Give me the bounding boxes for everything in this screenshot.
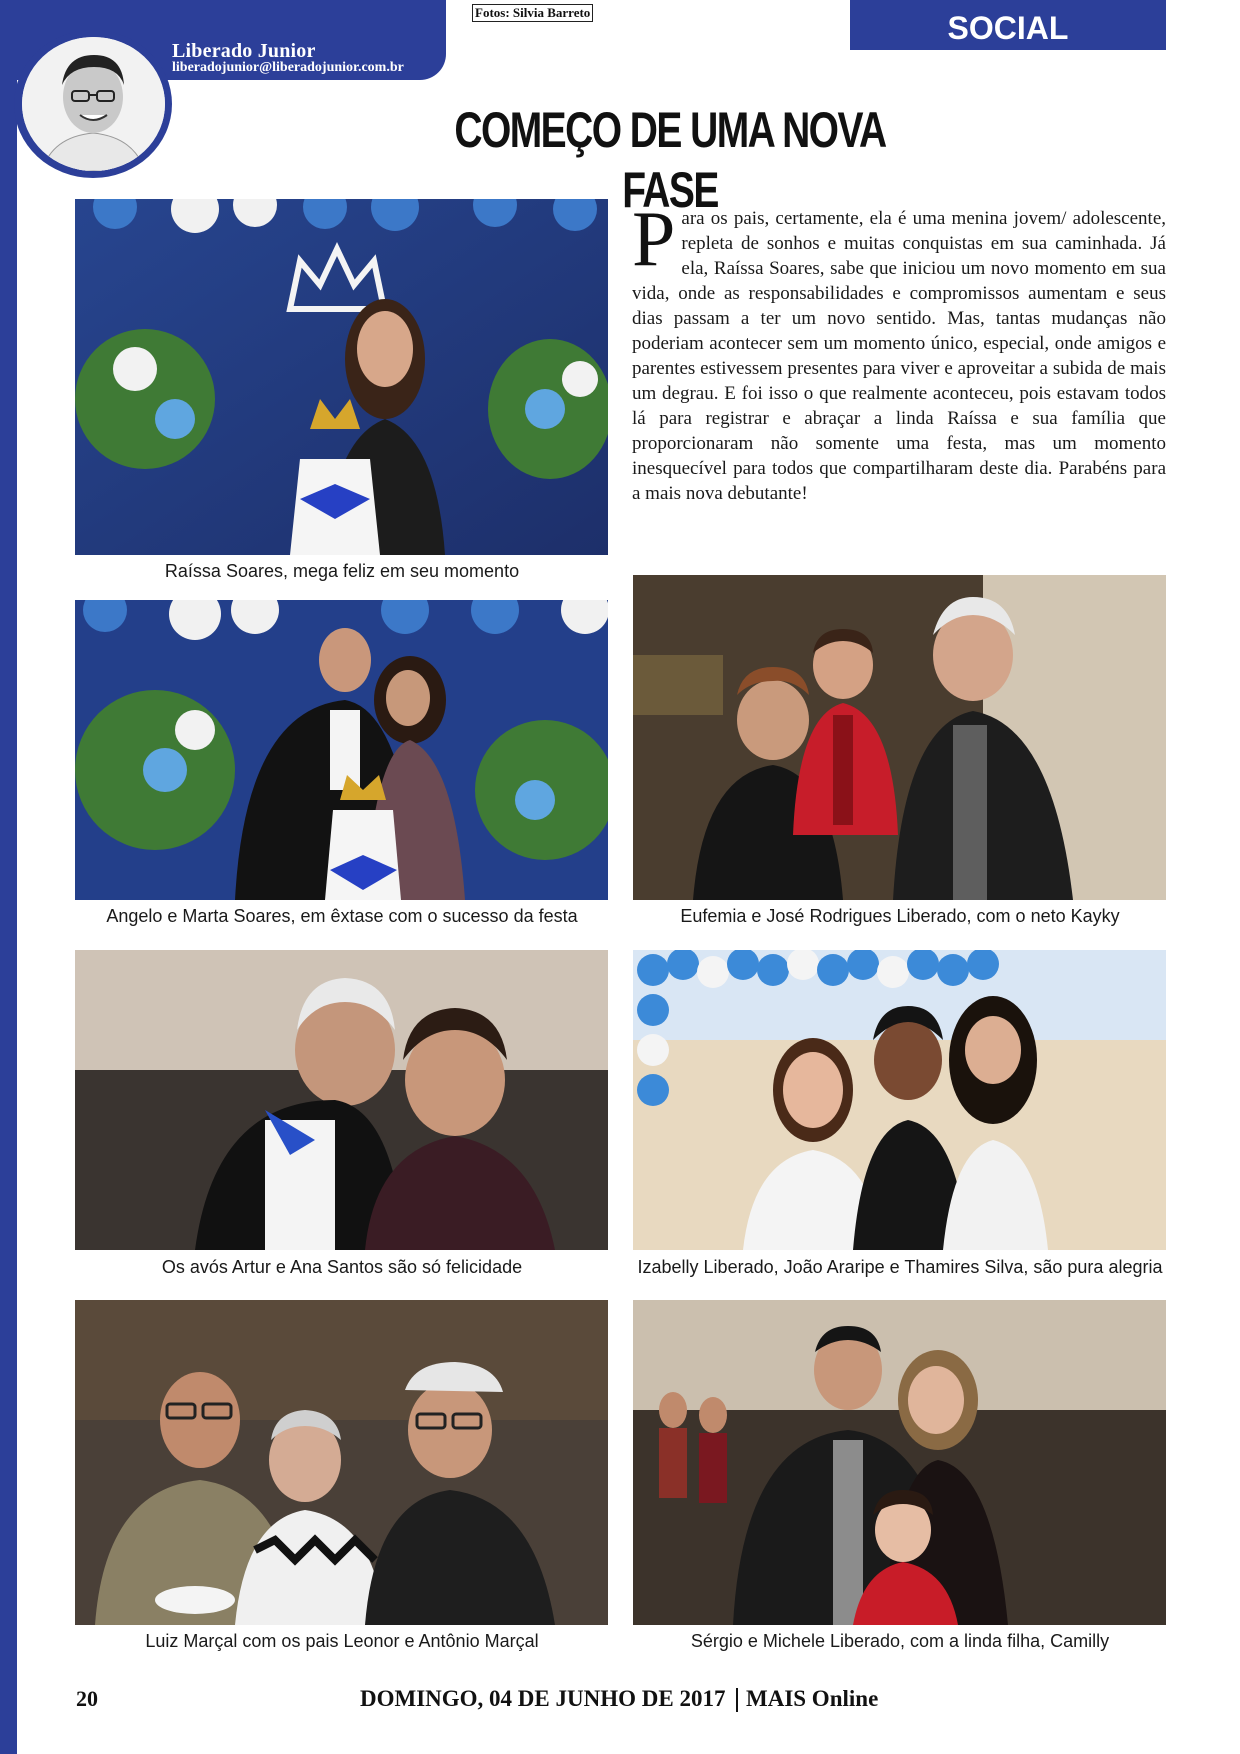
caption-photo-1: Raíssa Soares, mega feliz em seu momento	[164, 561, 520, 581]
photo-grandparents-grandson	[633, 575, 1166, 900]
issue-date: DOMINGO, 04 DE JUNHO DE 2017	[360, 1686, 726, 1711]
author-name: Liberado Junior	[172, 40, 316, 62]
caption-photo-6: Luiz Marçal com os pais Leonor e Antônio Marçal	[145, 1631, 539, 1651]
photo-marcal-family	[75, 1300, 608, 1625]
photo-debutante	[75, 199, 608, 555]
page-number: 20	[76, 1686, 98, 1711]
article-body-text: ara os pais, certamente, ela é uma menina jovem/ adolescente, repleta de sonhos e muitas conquistas em sua caminhada. Já ela, Raíssa Soares, sabe que iniciou um novo momento em sua vida, onde as responsabilidades e compromissos aumentam e seus dias passam a ter um novo sentido. Mas, tantas mudanças não poderiam acontecer sem um momento único, especial, onde amigos e parentes estivessem presentes para viver e aproveitar a subida de mais um degrau. E foi isso o que realmente aconteceu, pois estavam todos lá para registrar e abraçar a linda Raíssa e sua família que proporcionaram não somente uma festa, mas um momento inesquecível para todos que compartilharam deste dia. Parabéns para a mais nova debutante!	[632, 208, 1166, 504]
caption-photo-7: Sérgio e Michele Liberado, com a linda filha, Camilly	[690, 1631, 1110, 1651]
section-tab: SOCIAL	[850, 0, 1166, 50]
publication-name: MAIS Online	[746, 1686, 879, 1711]
footer-separator	[736, 1688, 738, 1712]
photo-three-friends	[633, 950, 1166, 1250]
photo-parents	[75, 600, 608, 900]
caption-photo-3: Eufemia e José Rodrigues Liberado, com o neto Kayky	[680, 906, 1120, 926]
photo-sergio-family	[633, 1300, 1166, 1625]
article-headline: COMEÇO DE UMA NOVA FASE	[454, 102, 886, 218]
drop-cap: P	[632, 195, 676, 282]
author-email[interactable]: liberadojunior@liberadojunior.com.br	[172, 60, 404, 75]
photo-artur-ana	[75, 950, 608, 1250]
left-accent-bar	[0, 0, 17, 1754]
caption-photo-4: Os avós Artur e Ana Santos são só felicidade	[161, 1257, 523, 1277]
caption-photo-2: Angelo e Marta Soares, em êxtase com o sucesso da festa	[106, 906, 578, 926]
caption-photo-5: Izabelly Liberado, João Araripe e Thamires Silva, são pura alegria	[637, 1257, 1163, 1277]
columnist-portrait	[22, 37, 165, 171]
avatar	[22, 37, 165, 171]
photo-credit: Fotos: Silvia Barreto	[472, 4, 593, 22]
article-body	[632, 195, 1166, 506]
